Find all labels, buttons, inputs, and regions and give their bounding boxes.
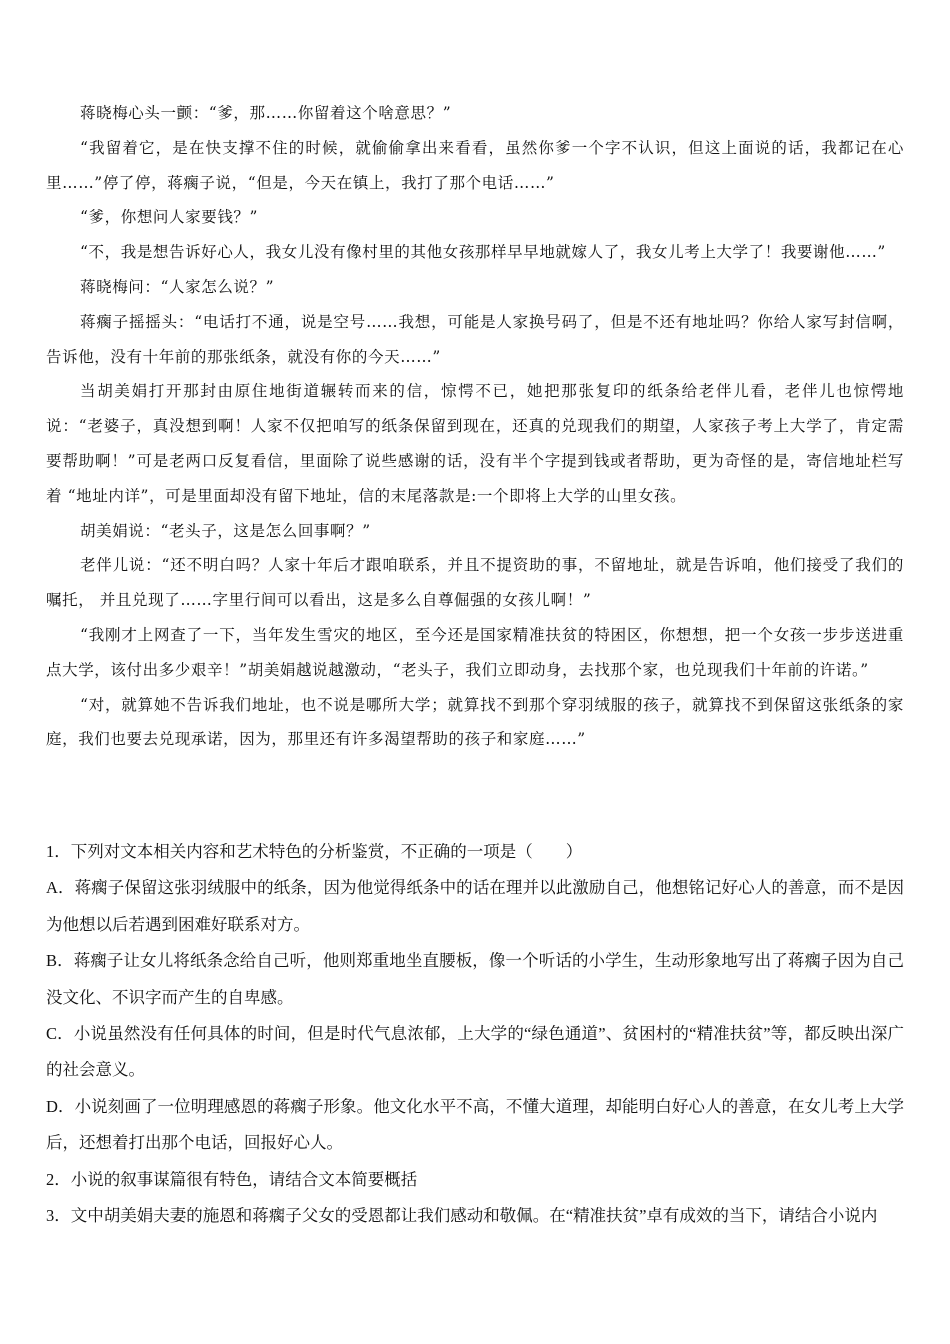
story-paragraph: 当胡美娟打开那封由原住地街道辗转而来的信，惊愕不已，她把那张复印的纸条给老伴儿看，老伴儿也惊愕地说：“老婆子，真没想到啊！人家不仅把咱写的纸条保留到现在，还真的兑现我们的期望，人家孩子考上大学了，肯定需要帮助啊！”可是老两口反复看信，里面除了说些感谢的话，没有半个字提到钱或者帮助，更为奇怪的是，寄信地址栏写着 “地址内详”，可是里面却没有留下地址，信的末尾落款是:一个即将上大学的山里女孩。 [46, 382, 904, 505]
option-a: A．蒋瘸子保留这张羽绒服中的纸条，因为他觉得纸条中的话在理并以此激励自己，他想铭记好心人的善意，而不是因为他想以后若遇到困难好联系对方。 [46, 878, 904, 934]
story-paragraph: “我刚才上网查了一下，当年发生雪灾的地区，至今还是国家精准扶贫的特困区，你想想，把一个女孩一步步送进重点大学，该付出多少艰辛！”胡美娟越说越激动，“老头子，我们立即动身，去找那个家，也兑现我们十年前的许诺。” [46, 625, 904, 679]
option-d: D．小说刻画了一位明理感恩的蒋瘸子形象。他文化水平不高，不懂大道理，却能明白好心人的善意，在女儿考上大学后，还想着打出那个电话，回报好心人。 [46, 1096, 904, 1153]
question-2: 2．小说的叙事谋篇很有特色，请结合文本简要概括 [46, 1169, 418, 1189]
question-1: 1．下列对文本相关内容和艺术特色的分析鉴赏，不正确的一项是（ ） [46, 842, 583, 861]
option-c: C．小说虽然没有任何具体的时间，但是时代气息浓郁，上大学的“绿色通道”、贫困村的“精准扶贫”等，都反映出深广的社会意义。 [46, 1024, 904, 1080]
story-paragraph: “不，我是想告诉好心人，我女儿没有像村里的其他女孩那样早早地就嫁人了，我女儿考上大学了！我要谢他……” [80, 243, 886, 262]
story-paragraph: “爹，你想问人家要钱？” [80, 208, 259, 227]
story-paragraph: 胡美娟说：“老头子，这是怎么回事啊？” [80, 521, 371, 540]
story-paragraph: 老伴儿说：“还不明白吗？人家十年后才跟咱联系，并且不提资助的事，不留地址，就是告诉咱，他们接受了我们的嘱托， 并且兑现了……字里行间可以看出，这是多么自尊倔强的女孩儿啊！” [46, 556, 904, 610]
story-paragraph: 蒋瘸子摇摇头：“电话打不通，说是空号……我想，可能是人家换号码了，但是不还有地址吗？你给人家写封信啊，告诉他，没有十年前的那张纸条，就没有你的今天……” [46, 312, 904, 366]
story-paragraph: “对，就算她不告诉我们地址，也不说是哪所大学；就算找不到那个穿羽绒服的孩子，就算找不到保留这张纸条的家庭，我们也要去兑现承诺，因为，那里还有许多渴望帮助的孩子和家庭……” [46, 695, 904, 749]
story-paragraph: 蒋晓梅心头一颤：“爹，那……你留着这个啥意思？” [80, 104, 452, 122]
question-3: 3．文中胡美娟夫妻的施恩和蒋瘸子父女的受恩都让我们感动和敬佩。在“精准扶贫”卓有成效的当下，请结合小说内 [46, 1206, 878, 1226]
story-paragraph: 蒋晓梅问：“人家怎么说？” [80, 277, 275, 296]
story-text [46, 96, 904, 757]
question-section [46, 834, 904, 1234]
option-b: B．蒋瘸子让女儿将纸条念给自己听，他则郑重地坐直腰板，像一个听话的小学生，生动形象地写出了蒋瘸子因为自己没文化、不识字而产生的自卑感。 [46, 951, 904, 1007]
story-paragraph: “我留着它，是在快支撑不住的时候，就偷偷拿出来看看，虽然你爹一个字不认识，但这上面说的话，我都记在心里……”停了停，蒋瘸子说，“但是，今天在镇上，我打了那个电话……” [46, 138, 904, 192]
